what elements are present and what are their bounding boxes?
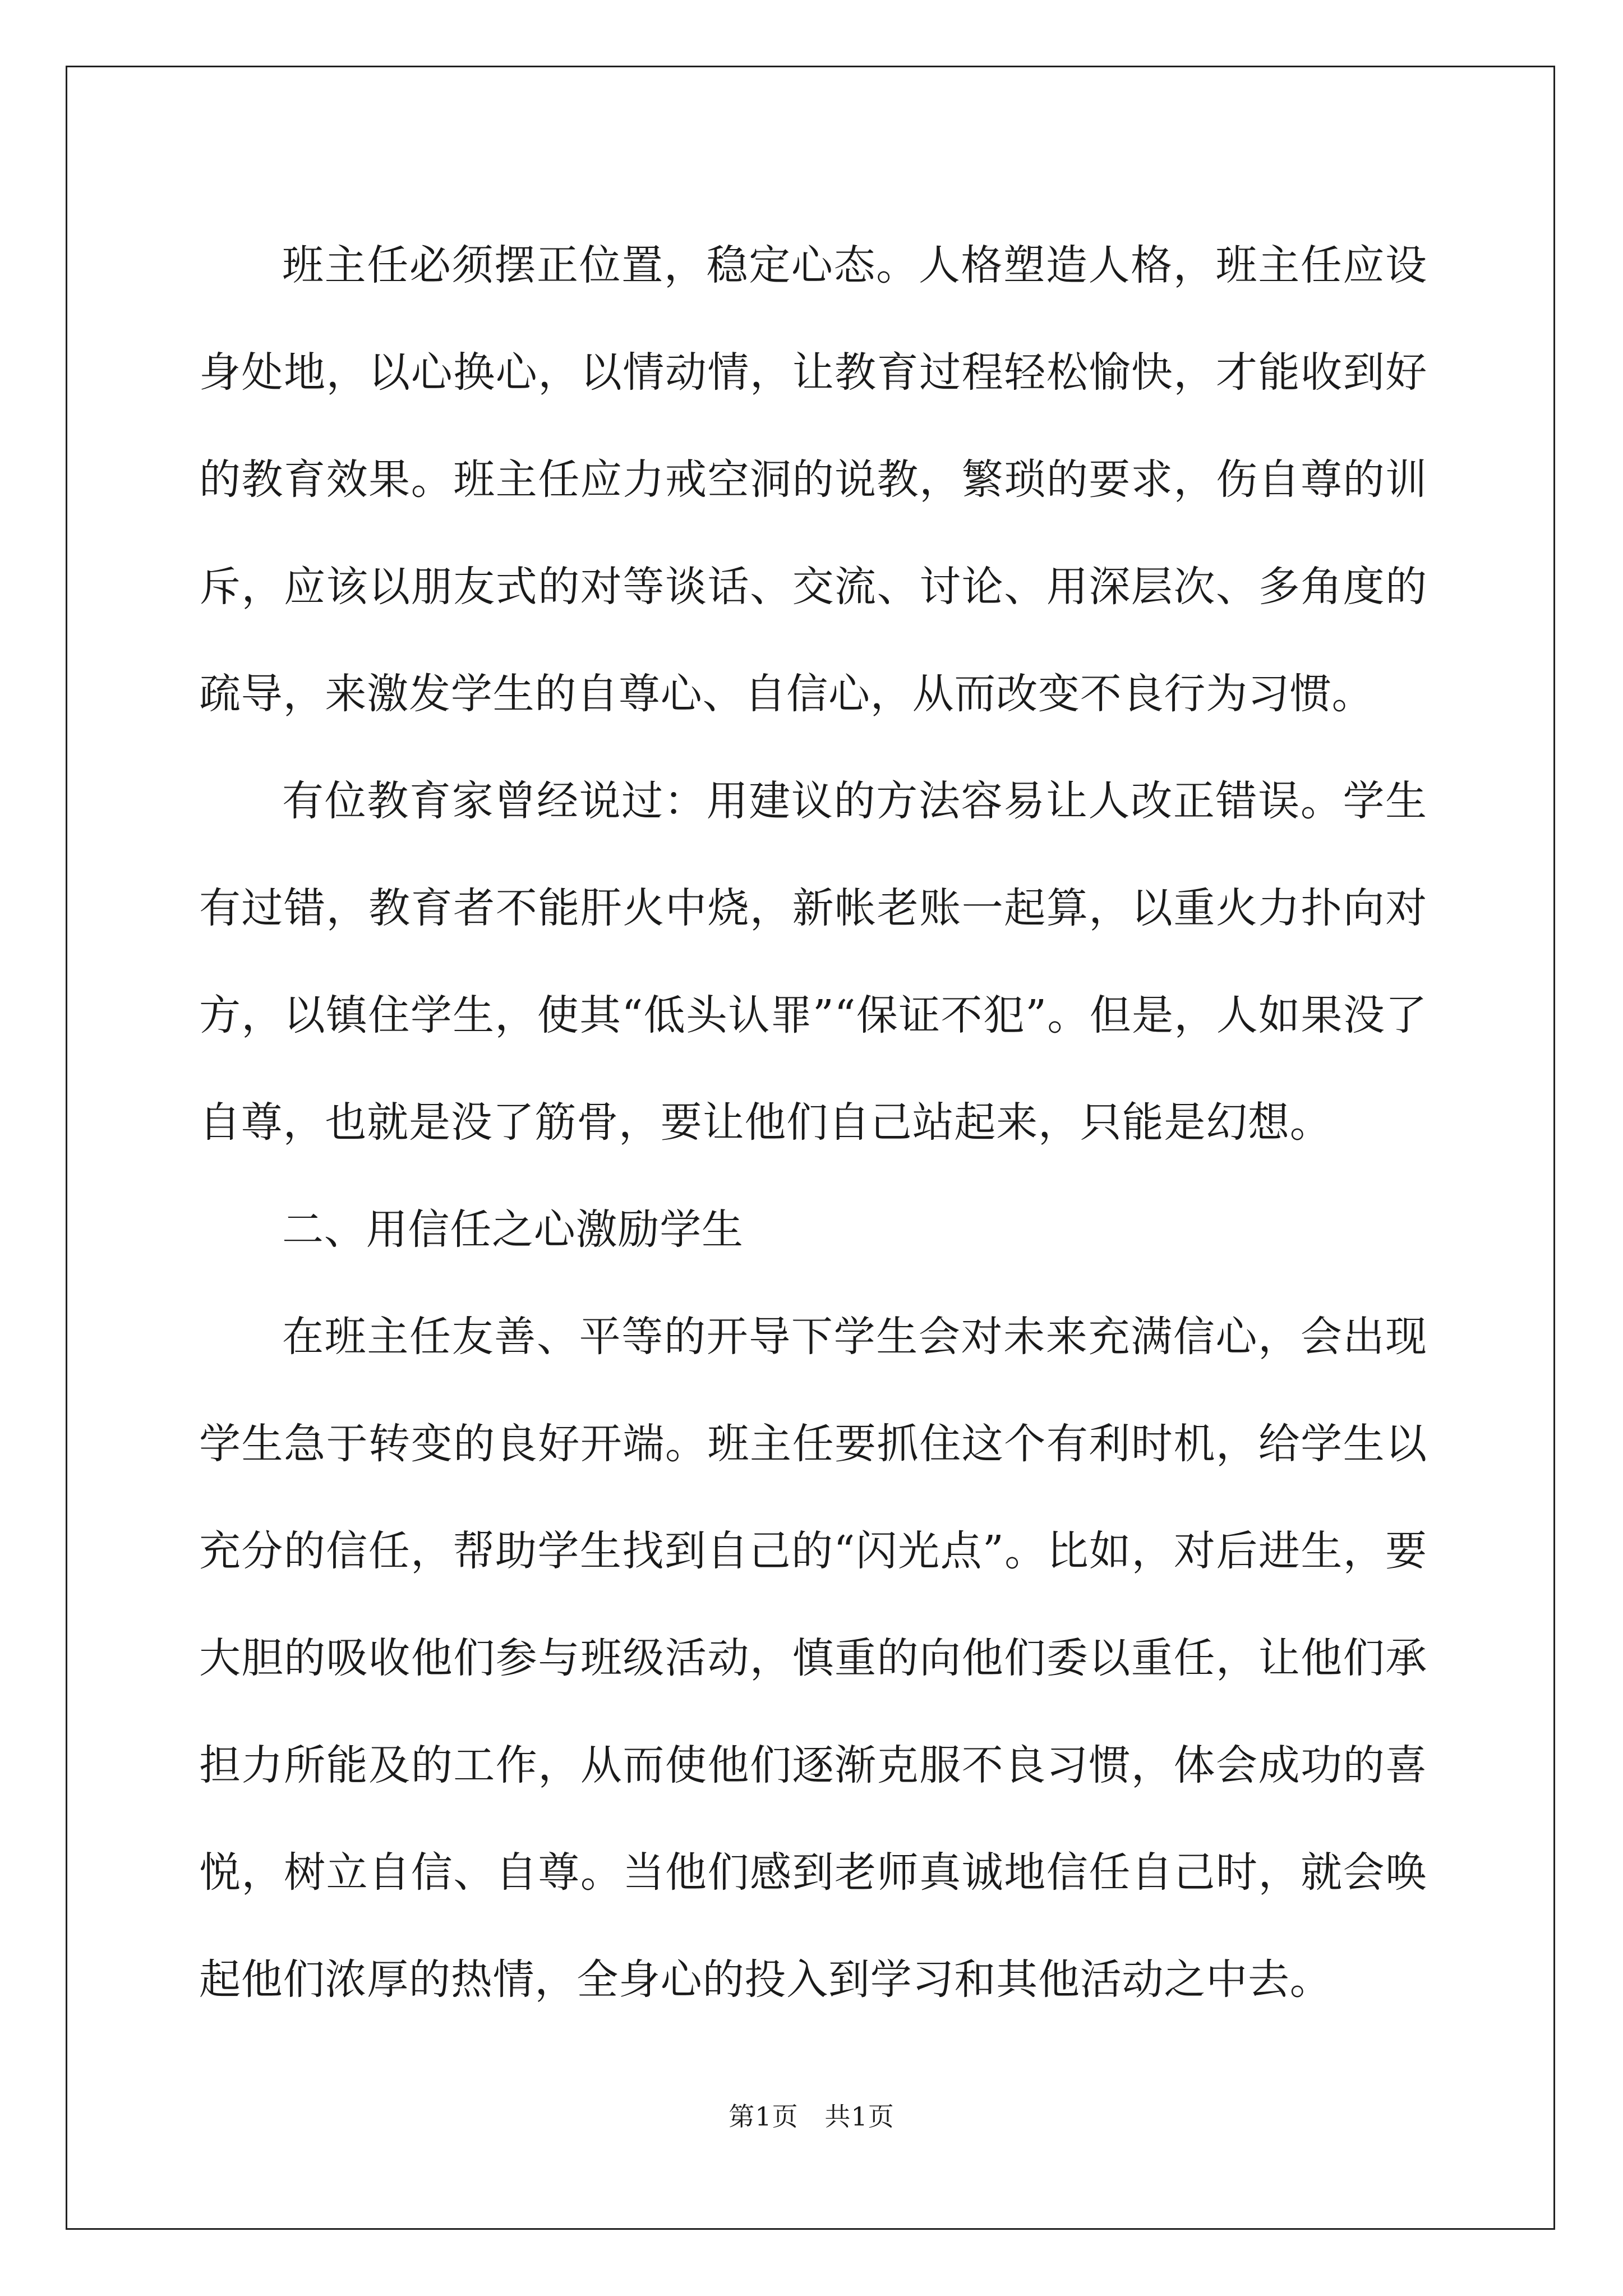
- document-body: [199, 212, 1427, 2033]
- paragraph-1: 班主任必须摆正位置，稳定心态。人格塑造人格，班主任应设身处地，以心换心，以情动情，让教育过程轻松愉快，才能收到好的教育效果。班主任应力戒空洞的说教，繁琐的要求，伤自尊的训斥，应该以朋友式的对等谈话、交流、讨论、用深层次、多角度的疏导，来激发学生的自尊心、自信心，从而改变不良行为习惯。: [199, 241, 1427, 718]
- page-footer: 第1页 共1页: [728, 2101, 895, 2132]
- paragraph-2: 有位教育家曾经说过：用建议的方法容易让人改正错误。学生有过错，教育者不能肝火中烧，新帐老账一起算，以重火力扑向对方，以镇住学生，使其“低头认罪”“保证不犯”。但是，人如果没了自尊，也就是没了筋骨，要让他们自己站起来，只能是幻想。: [199, 777, 1427, 1147]
- section-heading: 二、用信任之心激励学生: [282, 1205, 744, 1254]
- paragraph-3: 在班主任友善、平等的开导下学生会对未来充满信心，会出现学生急于转变的良好开端。班主任要抓住这个有利时机，给学生以充分的信任，帮助学生找到自己的“闪光点”。比如，对后进生，要大胆的吸收他们参与班级活动，慎重的向他们委以重任，让他们承担力所能及的工作，从而使他们逐渐克服不良习惯，体会成功的喜悦，树立自信、自尊。当他们感到老师真诚地信任自己时，就会唤起他们浓厚的热情，全身心的投入到学习和其他活动之中去。: [199, 1313, 1427, 2004]
